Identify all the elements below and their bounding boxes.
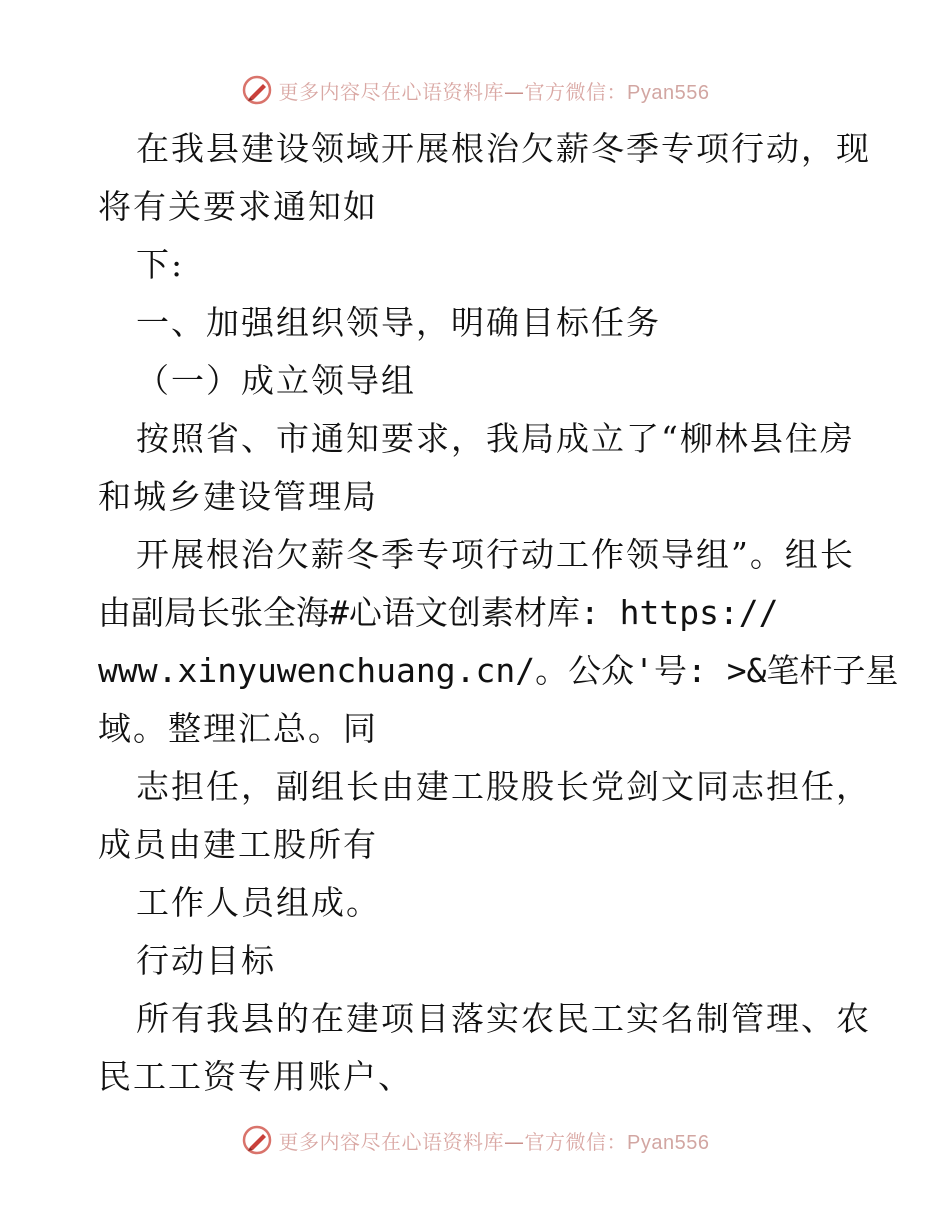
subsection-heading: 行动目标 <box>136 941 276 980</box>
watermark-wechat-id: Pyan556 <box>627 81 710 104</box>
body-line: 工作人员组成。 <box>136 883 381 922</box>
watermark-separator: — <box>504 1129 525 1154</box>
watermark-text <box>279 1126 710 1155</box>
pen-logo-icon <box>241 1124 273 1156</box>
pen-logo-icon <box>241 74 273 106</box>
header-watermark <box>0 72 950 108</box>
body-line: 下: <box>136 245 185 284</box>
body-line: 域。整理汇总。同 <box>98 709 378 748</box>
body-line: 成员由建工股所有 <box>98 825 378 864</box>
watermark-suffix: 官方微信： <box>524 1129 628 1154</box>
body-line: 和城乡建设管理局 <box>98 477 378 516</box>
body-line: www.xinyuwenchuang.cn/。公众'号: >&笔杆子星 <box>98 651 899 690</box>
watermark-main: 更多内容尽在心语资料库 <box>278 79 505 104</box>
footer-watermark <box>0 1122 950 1158</box>
watermark-wechat-id: Pyan556 <box>627 1131 710 1154</box>
body-line: 开展根治欠薪冬季专项行动工作领导组”。组长 <box>136 535 855 574</box>
section-heading: 一、加强组织领导，明确目标任务 <box>136 303 661 342</box>
watermark-suffix: 官方微信： <box>524 79 628 104</box>
body-line: 民工工资专用账户、 <box>98 1057 413 1096</box>
body-line: 由副局长张全海#心语文创素材库: https:// <box>98 593 779 632</box>
body-line: 所有我县的在建项目落实农民工实名制管理、农 <box>136 999 871 1038</box>
subsection-heading: （一）成立领导组 <box>136 361 416 400</box>
body-line: 在我县建设领域开展根治欠薪冬季专项行动，现 <box>136 129 871 168</box>
watermark-separator: — <box>504 79 525 104</box>
body-line: 将有关要求通知如 <box>98 187 378 226</box>
watermark-text <box>279 76 710 105</box>
document-body <box>98 120 899 1106</box>
body-line: 志担任，副组长由建工股股长党剑文同志担任， <box>136 767 871 806</box>
watermark-main: 更多内容尽在心语资料库 <box>278 1129 505 1154</box>
body-line: 按照省、市通知要求，我局成立了“柳林县住房 <box>136 419 855 458</box>
